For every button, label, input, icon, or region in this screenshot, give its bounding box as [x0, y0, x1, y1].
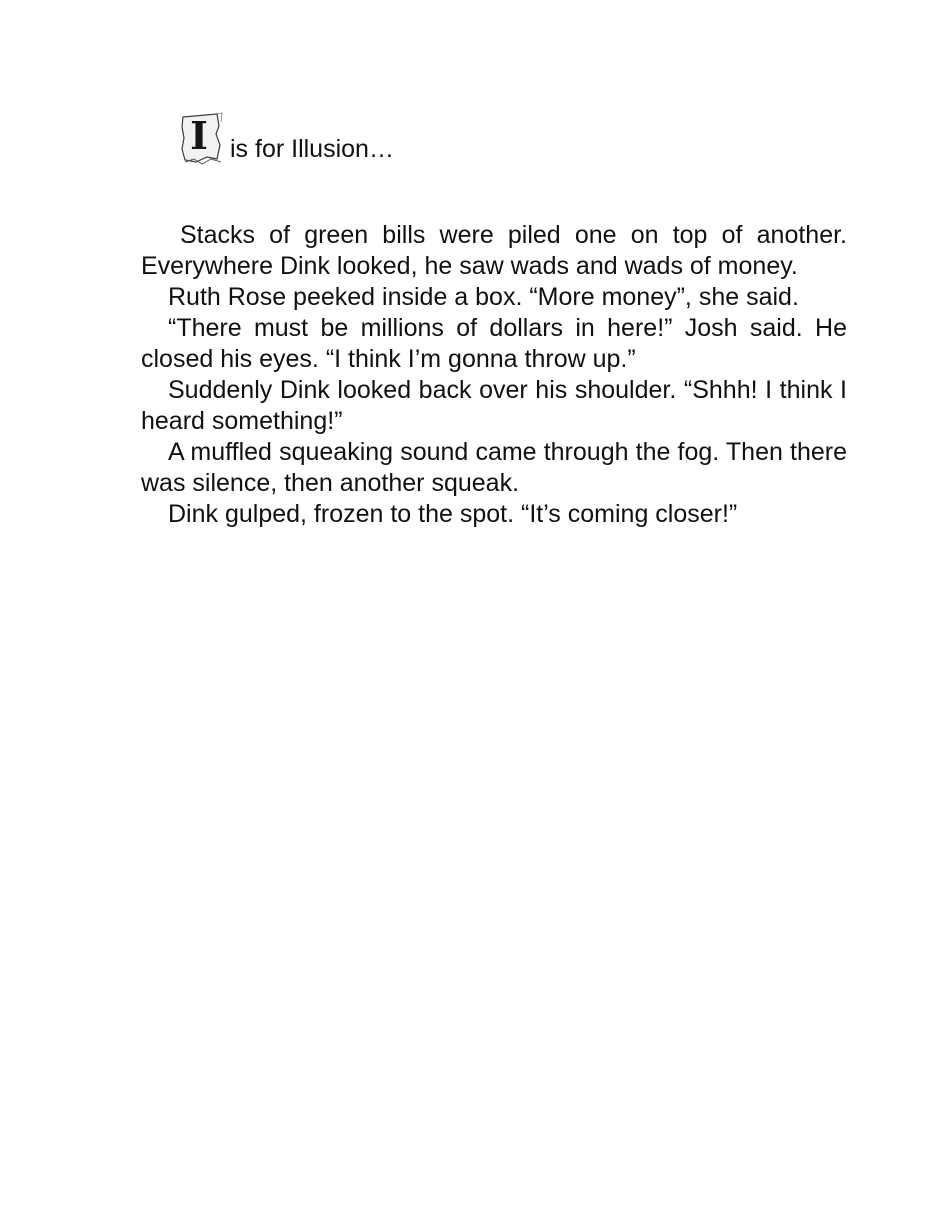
paragraph: “There must be millions of dollars in here!” Josh said. He closed his eyes. “I think I’m gonna throw up.” [141, 314, 847, 373]
paragraph: Ruth Rose peeked inside a box. “More money”, she said. [168, 283, 799, 311]
chapter-heading [180, 108, 394, 168]
initial-letter-badge [180, 112, 226, 168]
chapter-title: is for Illusion… [230, 135, 394, 163]
initial-letter: I [190, 113, 208, 158]
paragraph: Stacks of green bills were piled one on top of another. Everywhere Dink looked, he saw wads and wads of money. [141, 221, 847, 280]
story-text [141, 220, 847, 530]
paragraph: Suddenly Dink looked back over his shoulder. “Shhh! I think I heard something!” [141, 376, 847, 435]
paragraph: Dink gulped, frozen to the spot. “It’s coming closer!” [168, 500, 738, 528]
paragraph: A muffled squeaking sound came through the fog. Then there was silence, then another squeak. [141, 438, 847, 497]
